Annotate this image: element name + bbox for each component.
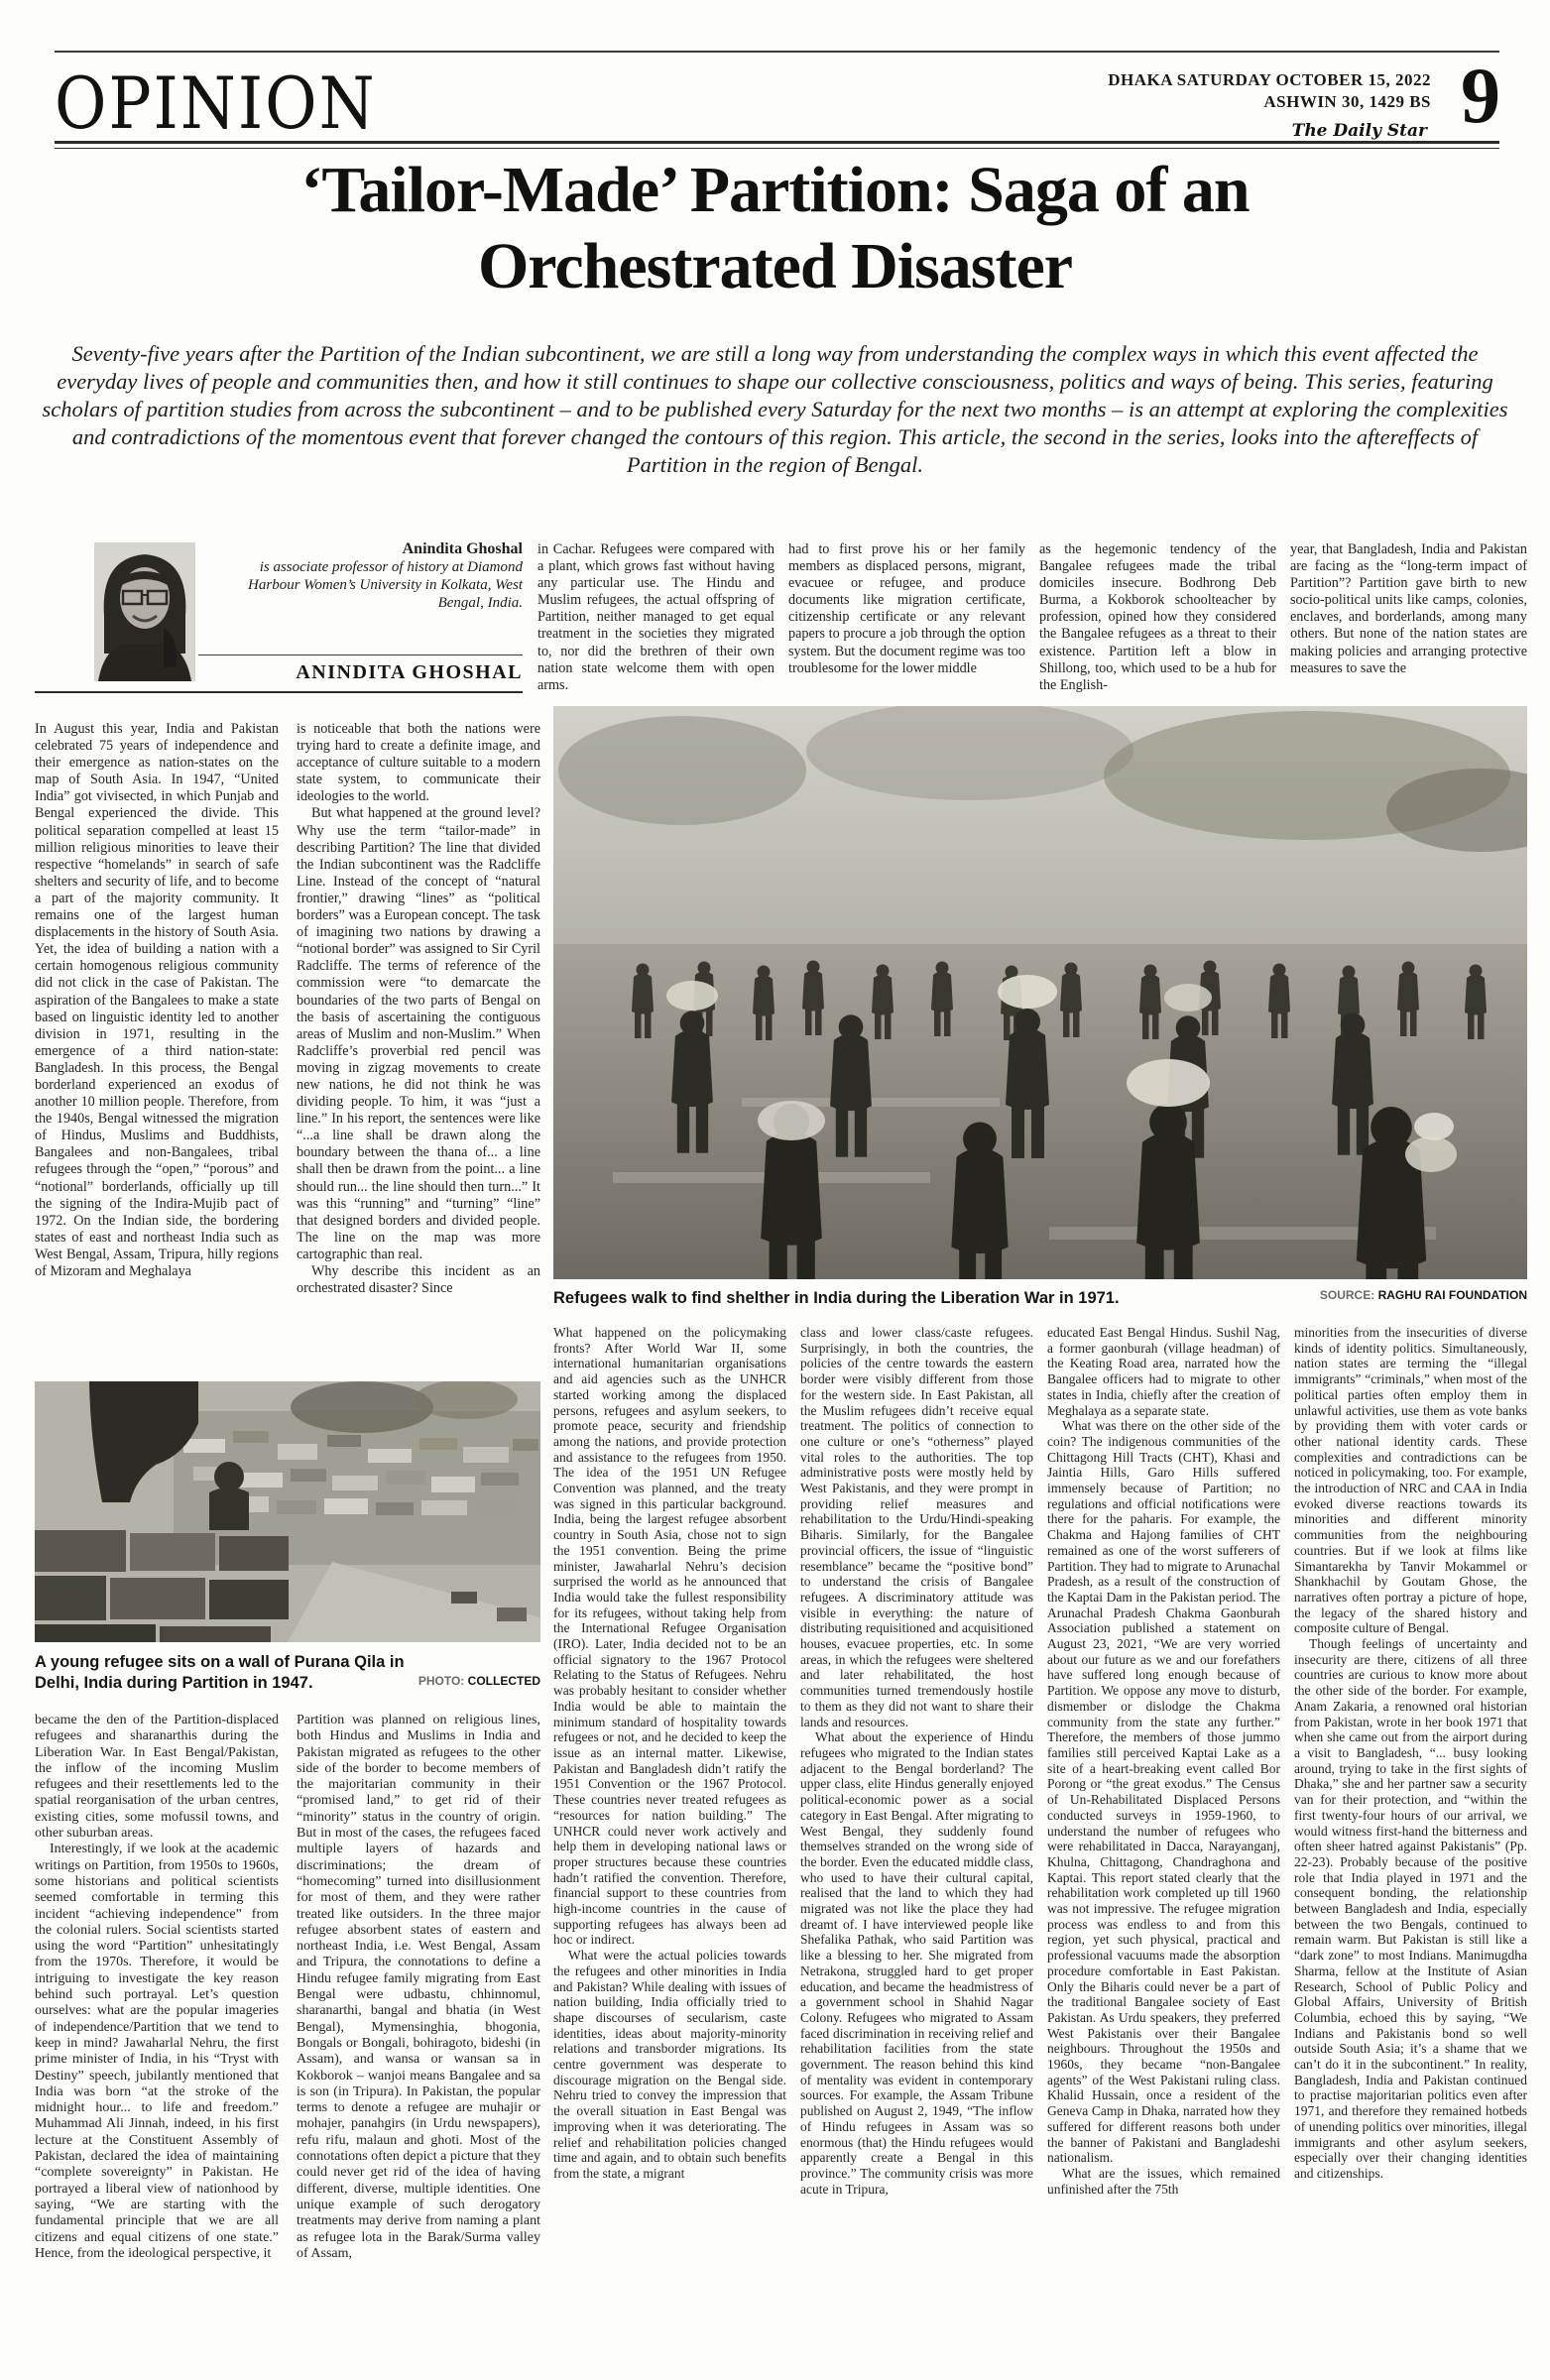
article-column (1047, 1325, 1280, 2375)
article-column (553, 1325, 786, 2375)
headline-line2: Orchestrated Disaster (477, 230, 1073, 302)
right-columns (553, 1325, 1527, 2375)
secondary-photo-caption-row (35, 1652, 540, 1694)
article-headline (0, 152, 1550, 304)
article-paragraph: In August this year, India and Pakistan celebrated 75 years of independence and their emergence as nation-states on the map of South Asia. In 1947, “United India” got vivisected, in which Punjab and Bengal experienced the divide. This political separation compelled at least 15 million religious minorities to leave their respective “homelands” in search of safe shelters and security of life, and to become a part of the majority community. It remains one of the largest human displacements in the history of South Asia. Yet, the idea of building a nation with a certain homogenous religious community did not click in the case of Pakistan. The aspiration of the Bangalees to make a state based on linguistic identity led to another division in 1971, resulting in the emergence of a third nation-state: Bangladesh. In this process, the Bengal borderland experienced an exodus of another 10 million people. Therefore, from the 1940s, Bengal witnessed the migration of Hindus, Muslims and Buddhists, Bangalees and non-Bangalees, tribal refugees through the “open,” “porous” and “notional” borderlands, officially up till the signing of the Indira-Mujib pact of 1972. On the Indian side, the bordering states of east and northeast India such as West Bengal, Assam, Tripura, hilly regions of Mizoram and Meghalaya (35, 721, 279, 1279)
author-name: Anindita Ghoshal (402, 540, 523, 557)
article-paragraph: in Cachar. Refugees were compared with a plant, which grows fast without having any particular use. The Hindu and Muslim refugees, the actual offspring of Partition, neither managed to get equal treatment in the societies they migrated to, nor did the brethren of their own nation state welcome them with open arms. (537, 541, 775, 693)
secondary-photo-purana-qila (35, 1381, 540, 1642)
article-column (800, 1325, 1033, 2375)
author-bio (225, 540, 523, 612)
left-columns (35, 721, 540, 1366)
article-column (537, 541, 775, 696)
article-column (1290, 541, 1527, 696)
section-title: OPINION (55, 63, 377, 146)
article-paragraph: educated East Bengal Hindus. Sushil Nag, a former gaonburah (village headman) of the Keating Road area, narrated how the Bangalee officers had to migrate to other states in India, chiefly after the creation of Meghalaya as a separate state. (1047, 1325, 1280, 1418)
article-paragraph: is noticeable that both the nations were trying hard to create a definite image, and acceptance of culture suitable to a modern state system, to communicate their ideologies to the world. (297, 721, 540, 805)
article-paragraph: Why describe this incident as an orchestrated disaster? Since (297, 1263, 540, 1297)
headline-line1: ‘Tailor-Made’ Partition: Saga of an (300, 154, 1250, 226)
header-date-bangla: ASHWIN 30, 1429 BS (1263, 92, 1431, 111)
credit-label: SOURCE: (1319, 1288, 1375, 1302)
article-column (1294, 1325, 1527, 2375)
main-photo-refugees (553, 706, 1527, 1279)
article-paragraph: What are the issues, which remained unfinished after the 75th (1047, 2165, 1280, 2197)
article-paragraph: minorities from the insecurities of diverse kinds of identity politics. Simultaneously, nation states are terming the “illegal immigrants” “criminals,” when most of the political parties often employ them in unlawful activities, use them as vote banks by providing them with voter cards or other national identity cards. These complexities and contradictions can be noticed in policymaking, too. For example, the introduction of NRC and CAA in India evoked diverse reactions towards its minorities and different minority communities from the neighbouring countries. But if we look at films like Simantarekha by Tanvir Mokammel or Shankhachil by Goutam Ghose, the narratives often portray a picture of hope, the legacy of the shared history and composite culture of Bengal. (1294, 1325, 1527, 1636)
main-photo-caption-row (553, 1288, 1527, 1309)
article-paragraph: Though feelings of uncertainty and insecurity are there, citizens of all three countries are curious to know more about the other side of the border. For example, Anam Zakaria, a renowned oral historian from Pakistan, wrote in her book 1971 that when she came out from the airport during a visit to Bangladesh, “... busy looking around, trying to take in the first sights of Dhaka,” she and her partner saw a security van for their protection, and “within the first twenty-four hours of our arrival, we would witness first-hand the bitterness and often sheer hatred against Pakistanis” (Pp. 22-23). Probably because of the positive role that India played in 1971 and the consequent bonding, the relationship between Bangladesh and India, especially between the two Bengals, continued to remain warm. But Pakistan is still like a “dark zone” to most Indians. Manimugdha Sharma, fellow at the Institute of Asian Research, School of Public Policy and Global Affairs, University of British Columbia, echoed this by saying, “We Indians and Pakistanis bond so well outside South Asia; it’s a shame that we can’t do it in the subcontinent.” In reality, Bangladesh, India and Pakistan continued to practise majoritarian politics even after 1971, and therefore they remained hotbeds of unending politics over minorities, illegal immigrants and other asylum seekers, especially over their changing identities and citizenships. (1294, 1636, 1527, 2181)
header-dateline (1108, 69, 1431, 113)
credit-label: PHOTO: (417, 1674, 465, 1688)
article-paragraph: But what happened at the ground level? Why use the term “tailor-made” in describing Partition? The line that divided the Indian subcontinent was the Radcliffe Line. Instead of the concept of “natural frontier,” drawing “lines” as “political borders” was a European concept. The task of imagining two nations by drawing a “notional border” was assigned to Sir Cyril Radcliffe. The terms of reference of the commission were “to demarcate the boundaries of the two parts of Bengal on the basis of ascertaining the contiguous areas of Muslim and non-Muslim.” When Radcliffe’s proverbial red pencil was moving in zigzag movements to create new nations, he did not think he was dividing people. To him, it was “just a line.” In his report, the sentences were like “...a line shall be drawn along the boundary between the thana of... a line shall then be drawn from the point... a line should run... the line should then turn...” It was this “running” and “turning” “line” that designed borders and divided people. The line on the map was more cartographic than real. (297, 805, 540, 1262)
article-column (35, 1713, 279, 2375)
standfirst: Seventy-five years after the Partition of the Indian subcontinent, we are still a long way from understanding the complex ways in which this event affected the everyday lives of people and communities then, and how it still continues to shape our collective consciousness, politics and ways of being. This series, featuring scholars of partition studies from across the subcontinent – and to be published every Saturday for the next two months – is an attempt at exploring the complexities and contradictions of the momentous event that forever changed the contours of this region. This article, the second in the series, looks into the aftereffects of Partition in the region of Bengal. (42, 341, 1508, 477)
article-paragraph: had to first prove his or her family members as displaced persons, migrant, evacuee or refugee, and produce documents like migration certificate, citizenship certificate or any relevant papers to procure a job through the option system. But the document regime was too troublesome for the lower middle (788, 541, 1025, 676)
credit-name: RAGHU RAI FOUNDATION (1377, 1288, 1527, 1302)
article-paragraph: became the den of the Partition-displaced refugees and sharanarthis during the Liberation War. In East Bengal/Pakistan, the inflow of the incoming Muslim refugees and their resettlements led to the spatial reorganisation of the urban centres, existing cities, some mofussil towns, and other suburban areas. (35, 1713, 279, 1842)
article-paragraph: What happened on the policymaking fronts? After World War II, some international humanitarian organisations and aid agencies such as the UNHCR started working among the displaced persons, refugees and asylum seekers, to promote peace, security and friendship among the nations, and provide protection and assistance to the refugees from 1950. The idea of the 1951 UN Refugee Convention was planned, and the treaty was signed in this particular background. India, being the largest refugee absorbent country in South Asia, chose not to sign the 1951 convention. Being the prime minister, Jawaharlal Nehru’s decision surprised the world as he announced that India would take the fullest responsibility for its refugees, without taking help from the International Refugee Organisation (IRO). Later, India decided not to be an official signatory to the 1967 Protocol Relating to the Status of Refugees. Nehru was probably hesitant to consider whether India would be able to maintain the minimum standard of hospitality towards refugees or not, and he decided to keep the issue as an internal matter. Likewise, Pakistan and Bangladesh didn’t ratify the 1951 Convention or the 1967 Protocol. These countries never treated refugees as “resources for nation building.” The UNHCR could never work actively and help them in developing national laws or proper structures because these countries hadn’t ratified the convention. Therefore, financial support to these countries from high-income countries in the cause of supporting refugees has always been ad hoc or indirect. (553, 1325, 786, 1948)
author-bio-text: is associate professor of history at Diamond Harbour Women’s University in Kolkata, West Bengal, India. (248, 559, 523, 611)
byline-block (35, 540, 523, 693)
article-column (788, 541, 1025, 696)
article-paragraph: What were the actual policies towards the refugees and other minorities in India and Pakistan? While dealing with issues of nation building, India officially tried to shape discourses of secularism, caste identities, ideas about majority-minority relations and transborder migrations. Its centre government was desperate to discourage migration on the Bengal side. Nehru tried to convey the impression that the overall situation in East Bengal was improving when it was deteriorating. The relief and rehabilitation policies changed time and again, and to obtain such benefits from the state, a migrant (553, 1948, 786, 2181)
credit-name: COLLECTED (467, 1674, 540, 1688)
article-column (1039, 541, 1276, 696)
article-paragraph: year, that Bangladesh, India and Pakistan are facing as the “long-term impact of Partition”? Partition gave birth to new socio-political units like camps, colonies, enclaves, and borderlands, among many others. But none of the nation states are making policies and arranging protective measures to save the (1290, 541, 1527, 676)
article-paragraph: What about the experience of Hindu refugees who migrated to the Indian states adjacent to the Bengal borderland? The upper class, elite Hindus generally enjoyed political-economic power as a social category in East Bengal. After migrating to West Bengal, they suddenly found themselves stranded on the wrong side of the border. Even the educated middle class, who used to have their cultural capital, realised that the land to which they had migrated was not like the place they had dreamt of. I have interviewed people like Shefalika Pathak, who said Partition was like a blessing to her. She migrated from Netrakona, struggled hard to get proper education, and became the headmistress of a government school in Shahid Nagar Colony. Refugees who migrated to Assam faced discrimination in receiving relief and rehabilitation facilities from the state government. The reason behind this kind of mentality was evident in contemporary sources. For example, the Assam Tribune published on August 2, 1949, “The inflow of Hindu refugees in Assam was so enormous (that) the Hindu refugees would apparently create a Bengal in this province.” The community crisis was more acute in Tripura, (800, 1729, 1033, 2197)
article-column (297, 1713, 540, 2375)
header-date-gregorian: DHAKA SATURDAY OCTOBER 15, 2022 (1108, 70, 1431, 89)
top-strip-columns (537, 541, 1527, 696)
byline-rule (198, 654, 523, 655)
article-paragraph: as the hegemonic tendency of the Bangalee refugees made the tribal domiciles insecure. Bodhrong Deb Burma, a Kokborok schoolteacher by profession, opined how they considered the Bangalee refugees as a threat to their existence. Partition left a blow in Shillong, too, which used to be a hub for the English- (1039, 541, 1276, 693)
article-column (297, 721, 540, 1366)
bottom-left-columns (35, 1713, 540, 2375)
main-photo-credit (1320, 1288, 1527, 1302)
article-paragraph: class and lower class/caste refugees. Surprisingly, in both the countries, the policies of the centre towards the eastern border were visibly different from those for the western side. In East Pakistan, all the Muslim refugees didn’t receive equal treatment. The politics of connection to one culture or one’s “otherness” played vital roles to the authorities. The top administrative posts were mostly held by West Pakistanis, and they were prompt in providing relief measures and rehabilitation to the Urdu/Hindi-speaking Biharis. Similarly, for the Bangalee provincial officers, the issue of “linguistic resemblance” became the “positive bond” to understand the crisis of Bangalee refugees. A discriminatory attitude was visible in everything: the nature of distributing requisitioned and acquisitioned houses, evacuee properties, etc. In some areas, in which the refugees were sheltered and later rehabilitated, the host communities turned tremendously hostile to them as they did not want to share their lands and resources. (800, 1325, 1033, 1729)
article-column (35, 721, 279, 1366)
main-photo-caption: Refugees walk to find shelther in India during the Liberation War in 1971. (553, 1289, 1120, 1307)
author-portrait-photo (94, 542, 195, 681)
secondary-photo-caption: A young refugee sits on a wall of Purana Qila in Delhi, India during Partition in 1947. (35, 1653, 405, 1692)
top-rule (55, 51, 1499, 53)
header-divider (55, 141, 1499, 149)
masthead-logo: The Daily Star (1291, 121, 1427, 141)
article-paragraph: Partition was planned on religious lines, both Hindus and Muslims in India and Pakistan migrated as refugees to the other side of the border to become members of the majoritarian community in their “promised land,” to get rid of their “minority” status in the country of origin. But in most of the cases, the refugees faced multiple layers of hazards and discriminations; the dream of “homecoming” turned into disillusionment for most of them, and they were rather treated like outsiders. In the three major refugee absorbent states of eastern and northeast India, i.e. West Bengal, Assam and Tripura, the connotations to define a Hindu refugee family migrating from East Bengal were udbastu, chhinnomul, sharanarthi, bangal and bhatia (in West Bengal), Mymensinghia, bhogonia, Bongals or Bongali, bohiragoto, bideshi (in Assam), and wansa or wansan sa in Kokborok – wanjoi means Bangalee and sa is son (in Tripura). In Pakistan, the popular terms to denote a refugee are muhajir or mohajer, panahgirs (in Urdu newspapers), refu rifu, malaun and ghoti. Most of the connotations often depict a picture that they could never get rid of the idea of having different, diverse, multiple identities. One unique example of such derogatory treatments may derive from naming a plant as refugee lota in the Barak/Surma valley of Assam, (297, 1713, 540, 2261)
article-paragraph: What was there on the other side of the coin? The indigenous communities of the Chittagong Hill Tracts (CHT), Khasi and Jaintia Hills, Garo Hills suffered immensely because of Partition; no regulations and official notifications were there for the paharis. For example, the Chakma and Hajong families of CHT remained as one of the worst sufferers of Partition. They had to migrate to Arunachal Pradesh, as a result of the construction of the Kaptai Dam in the Pakistan period. The Arunachal Pradesh Chakma Gaonburah Association published a statement on August 23, 2021, “We are very worried about our future as we and our forefathers have suffered long enough because of Partition. We oppose any move to disturb, dismember or dislodge the Chakma community from the state any further.” Therefore, the members of those jummo families still perceived Kaptai Lake as a site of a heart-breaking event called Bor Porong or “the great exodus.” The Census of Un-Rehabilitated Displaced Persons conducted surveys in 1959-1960, to understand the number of refugees who were rehabilitated in Dacca, Narayanganj, Khulna, Chittagong, Chandraghona and Kaptai. This report stated clearly that the rehabilitation work completed up till 1960 was not impressive. The refugee migration process was endless to and from this region, yet such physical, practical and professional vacuums made the absorption procedure comfortable in East Pakistan. Only the Biharis could never be a part of the traditional Bangalee society of East Pakistan. As Urdu speakers, they preferred West Pakistanis over their Bangalee neighbours. Throughout the 1950s and 1960s, they became “non-Bangalee agents” of the West Pakistani ruling class. Khalid Hussain, once a resident of the Geneva Camp in Dhaka, narrated how they suffered for different reasons both under the banner of Pakistani and Bangladeshi nationalism. (1047, 1418, 1280, 2166)
article-paragraph: Interestingly, if we look at the academic writings on Partition, from 1950s to 1960s, some historians and political scientists seemed comfortable in terming this incident “achieving independence” from the colonial rulers. Social scientists started using the word “Partition” unhesitatingly from the 1970s. Therefore, it would be intriguing to investigate the key reason behind such portrayal. Let’s question ourselves: what are the popular imageries of independence/Partition that we tend to keep in mind? Jawaharlal Nehru, the first prime minister of India, in his “Tryst with Destiny” speech, jubilantly mentioned that India was born “at the stroke of the midnight hour... to life and freedom.” Muhammad Ali Jinnah, indeed, in his first lecture at the Constituent Assembly of Pakistan, declared the idea of maintaining “complete sovereignty” in Pakistan. He portrayed a liberal view of nationhood by saying, “We are starting with the fundamental principle that we are all citizens and equal citizens of one state.” Hence, from the ideological perspective, it (35, 1842, 279, 2261)
secondary-photo-credit (418, 1674, 540, 1688)
byline-signature: ANINDITA GHOSHAL (296, 661, 523, 683)
page-number: 9 (1461, 53, 1500, 140)
